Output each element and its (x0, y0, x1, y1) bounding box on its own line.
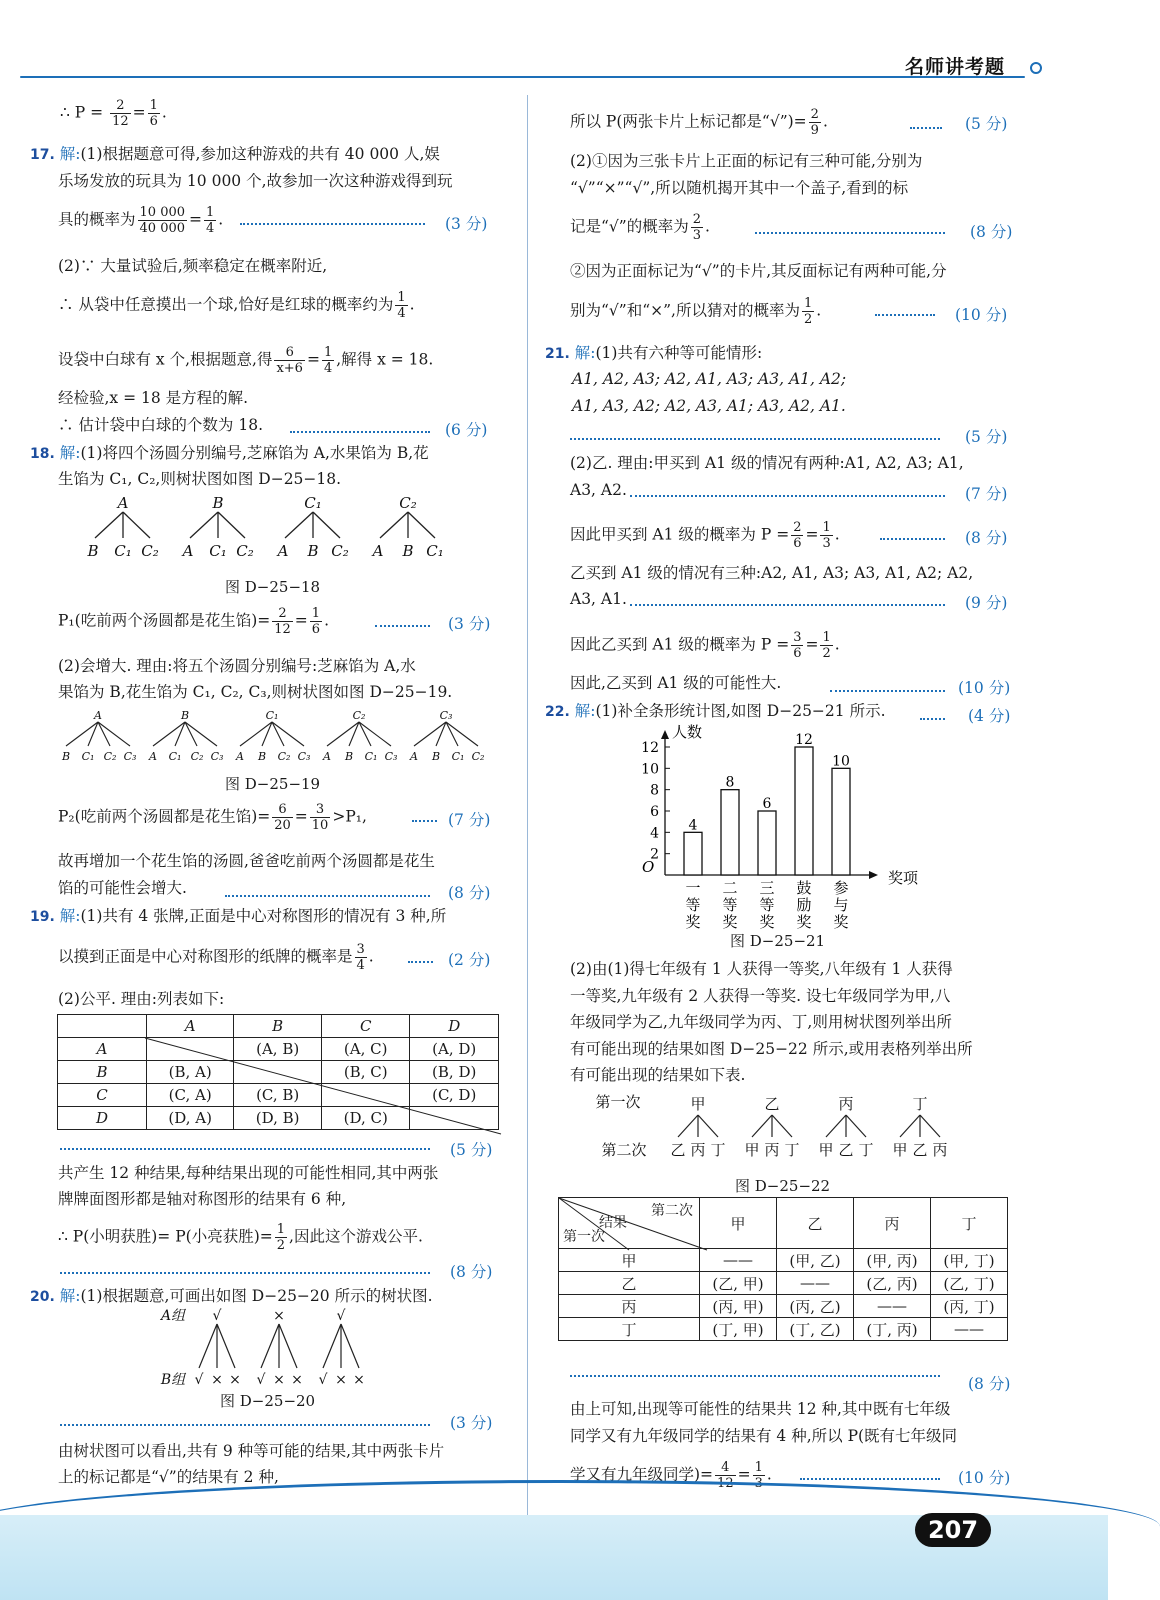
q18-line-h: 馅的可能性会增大. (58, 879, 187, 897)
q20-line-c: 上的标记都是“√”的结果有 2 种, (58, 1468, 279, 1486)
x-category-label: 三 (759, 879, 775, 897)
tree-leaf: C₂ (277, 750, 291, 763)
q17-line-e: ∴ 从袋中任意摸出一个球,恰好是红球的概率约为 $\frac{1}{4}$ . (58, 290, 415, 321)
x-category-label: 励 (796, 896, 812, 914)
tree-leaf: C₁ (81, 750, 95, 763)
tree-root: 丙 (838, 1095, 854, 1113)
figure-caption: 图 D−25−21 (730, 932, 826, 950)
q21-line-g: 乙买到 A1 级的情况有三种:A2, A1, A3; A3, A1, A2; A2, (570, 564, 974, 582)
tree-leaf: A (277, 542, 289, 560)
score-mark: (10 分) (958, 679, 1011, 697)
score-mark: (10 分) (958, 1469, 1011, 1487)
dot-leader (630, 495, 945, 497)
y-tick-label: 8 (650, 782, 659, 799)
tree-leaf: √ (318, 1372, 328, 1388)
tree-leaf: C₁ (209, 542, 227, 560)
figure-caption: 图 D−25−20 (220, 1392, 316, 1410)
score-mark: (8 分) (448, 884, 491, 902)
score-mark: (2 分) (448, 951, 491, 969)
q22-line-b: (2)由(1)得七年级有 1 人获得一等奖,八年级有 1 人获得 (570, 960, 953, 978)
q17-line-a: 17. 解:(1)根据题意可得,参加这种游戏的共有 40 000 人,娱 (30, 145, 440, 163)
score-mark: (7 分) (448, 811, 491, 829)
dot-leader (412, 820, 437, 822)
column-divider (527, 95, 528, 1515)
q18-line-d: (2)会增大. 理由:将五个汤圆分别编号:芝麻馅为 A,水 (58, 657, 416, 675)
q17-line-g: 经检验,x = 18 是方程的解. (58, 389, 249, 407)
bar-value-label: 10 (832, 753, 850, 770)
bar-chart-d25-21 (620, 725, 920, 935)
q18-line-b: 生馅为 C₁, C₂,则树状图如图 D−25−18. (58, 470, 342, 488)
line-p-result: ∴ P = $\frac{2}{12}$ = $\frac{1}{6}$ . (60, 98, 167, 129)
score-mark: (6 分) (445, 421, 488, 439)
tree-leaf: 丁 (784, 1141, 800, 1159)
score-mark: (5 分) (450, 1141, 493, 1159)
dot-leader (570, 438, 940, 440)
q18-line-e: 果馅为 B,花生馅为 C₁, C₂, C₃,则树状图如图 D−25−19. (58, 683, 453, 701)
tree-leaf: 乙 (912, 1141, 928, 1159)
q19-line-b: 以摸到正面是中心对称图形的纸牌的概率是 $\frac{3}{4}$ . (58, 942, 374, 973)
x-category-label: 奖 (759, 913, 775, 931)
tree-leaf: B (307, 542, 319, 560)
table-19: A B C D A (A, B) (A, C) (A, D) B (B, A) (B, C) (B, D) C (C, A) (C, B) (C, D) D (D, A) (D, B) (D, C) (57, 1014, 499, 1130)
q17-line-h: ∴ 估计袋中白球的个数为 18. (58, 416, 264, 434)
tree-leaf: A (410, 750, 418, 763)
q17-line-d: (2)∵ 大量试验后,频率稳定在概率附近, (58, 257, 328, 275)
bar-value-label: 12 (795, 732, 813, 748)
tree-leaf: B (257, 750, 267, 763)
tree-label: B组 (160, 1372, 186, 1388)
q20-line-a: 20. 解:(1)根据题意,可画出如图 D−25−20 所示的树状图. (30, 1287, 433, 1305)
x-axis-arrow-icon (869, 871, 878, 879)
q21-line-j: 因此,乙买到 A1 级的可能性大. (570, 674, 782, 692)
q22-line-a: 22. 解:(1)补全条形统计图,如图 D−25−21 所示. (545, 702, 886, 720)
tree-leaf: × (291, 1372, 303, 1388)
score-mark: (4 分) (968, 707, 1011, 725)
tree-leaf: C₂ (141, 542, 159, 560)
x-category-label: 与 (833, 896, 849, 914)
table-diagonal-line (145, 1038, 501, 1134)
figure-caption: 图 D−25−22 (735, 1177, 831, 1195)
dot-leader (630, 604, 945, 606)
tree-leaf: C₂ (331, 542, 349, 560)
q22-line-e: 有可能出现的结果如图 D−25−22 所示,或用表格列举出所 (570, 1040, 973, 1058)
tree-leaf: × (335, 1372, 347, 1388)
x-category-label: 奖 (685, 913, 701, 931)
tree-root: B (212, 494, 224, 512)
dot-leader (920, 718, 945, 720)
tree-root: 乙 (764, 1095, 780, 1113)
tree-label: 第一次 (595, 1093, 641, 1111)
tree-leaf: √ (256, 1372, 266, 1388)
q19-line-e: 牌牌面图形都是轴对称图形的结果有 6 种, (58, 1190, 347, 1208)
tree-root: A (117, 494, 129, 512)
y-tick-label: 6 (650, 804, 659, 820)
score-mark: (8 分) (450, 1263, 493, 1281)
tree-diagram-18 (80, 492, 460, 567)
y-axis-arrow-icon (661, 730, 669, 739)
tree-root: C₂ (399, 494, 417, 512)
figure-caption: 图 D−25−19 (225, 775, 321, 793)
score-mark: (8 分) (970, 223, 1013, 241)
q18-line-g: 故再增加一个花生馅的汤圆,爸爸吃前两个汤圆都是花生 (58, 852, 435, 870)
dot-leader (570, 1375, 940, 1377)
figure-caption: 图 D−25−18 (225, 578, 321, 596)
tree-diagram-20 (155, 1306, 385, 1388)
dot-leader (800, 1478, 940, 1480)
tree-leaf: C₃ (123, 750, 137, 763)
x-category-label: 等 (759, 896, 775, 914)
tree-leaf: × (273, 1372, 285, 1388)
tree-root: C₂ (352, 709, 366, 722)
tree-root: C₁ (265, 709, 279, 722)
tree-leaf: B (87, 542, 99, 560)
bar (758, 811, 776, 875)
tree-leaf: 甲 (744, 1141, 760, 1159)
q20-line-b: 由树状图可以看出,共有 9 种等可能的结果,其中两张卡片 (58, 1442, 445, 1460)
dot-leader (60, 1148, 430, 1150)
tree-leaf: C₁ (114, 542, 132, 560)
q19-line-c: (2)公平. 理由:列表如下: (58, 990, 225, 1008)
table-22: 第二次 结果 第一次 甲 乙 丙 丁 甲 —— (甲, 乙) (甲, 丙) (甲, 丁) 乙 (乙, 甲) —— (乙, 丙) (乙, 丁) 丙 (丙, 甲) (丙, 乙) —— (丙, 丁) 丁 (丁, 甲) (丁, 乙) (丁, 丙) —— (558, 1197, 1008, 1341)
tree-leaf: A (323, 750, 331, 763)
r-line-3: “√”“×”“√”,所以随机揭开其中一个盖子,看到的标 (570, 179, 909, 197)
q18-line-a: 18. 解:(1)将四个汤圆分别编号,芝麻馅为 A,水果馅为 B,花 (30, 444, 429, 462)
x-category-label: 等 (722, 896, 738, 914)
x-category-label: 参 (833, 879, 849, 897)
score-mark: (8 分) (968, 1375, 1011, 1393)
tree-leaf: √ (194, 1372, 204, 1388)
tree-diagram-22 (595, 1093, 960, 1171)
y-tick-label: 10 (641, 761, 659, 778)
tree-leaf: × (211, 1372, 223, 1388)
tree-leaf: × (229, 1372, 241, 1388)
y-tick-label: 4 (650, 825, 659, 842)
score-mark: (7 分) (965, 485, 1008, 503)
score-mark: (5 分) (965, 115, 1008, 133)
y-tick-label: 2 (650, 846, 659, 863)
q21-line-a: 21. 解:(1)共有六种等可能情形: (545, 344, 763, 362)
tree-root: C₁ (304, 494, 322, 512)
tree-leaf: 甲 (892, 1141, 908, 1159)
fraction: $\frac{2}{12}$ (112, 98, 129, 129)
tree-leaf: C₁ (451, 750, 465, 763)
dot-leader (875, 314, 935, 316)
q21-line-b: A1, A2, A3; A2, A1, A3; A3, A1, A2; (572, 370, 847, 388)
header-title: 名师讲考题 (905, 56, 1006, 78)
tree-leaf: 丙 (690, 1141, 706, 1159)
tree-leaf: C₃ (297, 750, 311, 763)
q22-line-c: 一等奖,九年级有 2 人获得一等奖. 设七年级同学为甲,八 (570, 987, 951, 1005)
page-number: 207 (915, 1513, 991, 1547)
x-category-label: 奖 (722, 913, 738, 931)
score-mark: (8 分) (965, 529, 1008, 547)
dot-leader (830, 690, 945, 692)
header-ring-icon (1030, 62, 1042, 74)
bar-value-label: 8 (725, 774, 735, 791)
tree-diagram-19 (58, 708, 498, 768)
q21-line-d: (2)乙. 理由:甲买到 A1 级的情况有两种:A1, A2, A3; A1, (570, 454, 964, 472)
q21-line-e: A3, A2. (570, 481, 627, 499)
x-category-label: 奖 (796, 913, 812, 931)
tree-leaf: B (61, 750, 71, 763)
tree-leaf: 丁 (710, 1141, 726, 1159)
tree-leaf: A (182, 542, 194, 560)
q21-line-i: 因此乙买到 A1 级的概率为 P = $\frac{3}{6}$ = $\frac{1}{2}$ . (570, 630, 840, 661)
tree-leaf: 丙 (764, 1141, 780, 1159)
tree-leaf: 丙 (932, 1141, 948, 1159)
score-mark: (9 分) (965, 594, 1008, 612)
tree-leaf: B (344, 750, 354, 763)
bar-value-label: 4 (688, 817, 698, 834)
q17-line-c: 具的概率为 $\frac{10 000}{40 000}$ = $\frac{1}{4}$ . (58, 205, 224, 236)
q22-line-g: 由上可知,出现等可能性的结果共 12 种,其中既有七年级 (570, 1400, 951, 1418)
bar (684, 832, 702, 875)
tree-leaf: C₂ (190, 750, 204, 763)
q21-line-c: A1, A3, A2; A2, A3, A1; A3, A2, A1. (572, 397, 846, 415)
dot-leader (290, 431, 430, 433)
fraction: $\frac{1}{6}$ (149, 98, 158, 129)
x-category-label: 二 (722, 879, 738, 897)
q21-line-f: 因此甲买到 A1 级的概率为 P = $\frac{2}{6}$ = $\frac{1}{3}$ . (570, 520, 840, 551)
dot-leader (375, 625, 430, 627)
tree-leaf: C₁ (168, 750, 182, 763)
score-mark: (10 分) (955, 306, 1008, 324)
q17-line-f: 设袋中白球有 x 个,根据题意,得 $\frac{6}{x+6}$ = $\frac{1}{4}$ ,解得 x = 18. (58, 345, 434, 376)
q17-line-b: 乐场发放的玩具为 10 000 个,故参加一次这种游戏得到玩 (58, 172, 453, 190)
tree-leaf: A (372, 542, 384, 560)
r-line-1: 所以 P(两张卡片上标记都是“√”)= $\frac{2}{9}$ . (570, 107, 828, 138)
y-tick-label: 12 (641, 740, 659, 756)
tree-leaf: 乙 (670, 1141, 686, 1159)
q22-line-h: 同学又有九年级同学的结果有 4 种,所以 P(既有七年级同 (570, 1427, 958, 1445)
score-mark: (3 分) (450, 1414, 493, 1432)
x-category-label: 奖 (833, 913, 849, 931)
tree-root: √ (336, 1308, 346, 1324)
tree-leaf: B (431, 750, 441, 763)
bar (721, 790, 739, 875)
r-line-6: 别为“√”和“×”,所以猜对的概率为 $\frac{1}{2}$ . (570, 296, 822, 327)
tree-leaf: C₃ (384, 750, 398, 763)
tree-root: C₃ (439, 709, 453, 722)
x-category-label: 等 (685, 896, 701, 914)
score-mark: (3 分) (445, 215, 488, 233)
tree-leaf: 乙 (838, 1141, 854, 1159)
dot-leader (60, 1272, 430, 1274)
dot-leader (910, 127, 942, 129)
tree-leaf: 甲 (818, 1141, 834, 1159)
tree-label: 第二次 (601, 1141, 647, 1159)
q18-line-c: P₁(吃前两个汤圆都是花生馅)= $\frac{2}{12}$ = $\frac{1}{6}$ . (58, 606, 329, 637)
tree-root: × (273, 1308, 285, 1324)
r-line-2: (2)①因为三张卡片上正面的标记有三种可能,分别为 (570, 152, 923, 170)
tree-leaf: C₁ (426, 542, 444, 560)
q19-line-d: 共产生 12 种结果,每种结果出现的可能性相同,其中两张 (58, 1164, 439, 1182)
tree-leaf: C₂ (103, 750, 117, 763)
tree-leaf: C₂ (236, 542, 254, 560)
q18-line-f: P₂(吃前两个汤圆都是花生馅)= $\frac{6}{20}$ = $\frac{3}{10}$ >P₁, (58, 802, 367, 833)
dot-leader (755, 232, 945, 234)
bar (832, 768, 850, 875)
bar-value-label: 6 (762, 796, 772, 812)
tree-leaf: C₂ (471, 750, 485, 763)
dot-leader (408, 961, 433, 963)
q22-line-d: 年级同学为乙,九年级同学为丙、丁,则用树状图列举出所 (570, 1013, 952, 1031)
q19-line-a: 19. 解:(1)共有 4 张牌,正面是中心对称图形的情况有 3 种,所 (30, 907, 447, 925)
tree-leaf: × (353, 1372, 365, 1388)
tree-leaf: A (236, 750, 244, 763)
dot-leader (240, 223, 425, 225)
score-mark: (3 分) (448, 615, 491, 633)
tree-root: B (180, 709, 190, 722)
q19-line-f: ∴ P(小明获胜)= P(小亮获胜)= $\frac{1}{2}$ ,因此这个游戏公平. (58, 1222, 423, 1253)
tree-root: A (94, 709, 102, 722)
header-rule (20, 76, 1025, 78)
tree-root: 甲 (690, 1095, 706, 1113)
tree-leaf: B (402, 542, 414, 560)
r-line-4: 记是“√”的概率为 $\frac{2}{3}$ . (570, 212, 710, 243)
bar (795, 747, 813, 875)
dot-leader (225, 895, 430, 897)
dot-leader (880, 538, 945, 540)
q21-line-h: A3, A1. (570, 590, 627, 608)
x-category-label: 鼓 (796, 879, 812, 897)
x-category-label: 一 (685, 879, 701, 897)
origin-label: O (642, 858, 655, 876)
tree-root: √ (212, 1308, 222, 1324)
table-corner-cell: 第二次 结果 第一次 (559, 1198, 700, 1249)
tree-leaf: A (149, 750, 157, 763)
tree-leaf: C₃ (210, 750, 224, 763)
dot-leader (60, 1424, 430, 1426)
y-axis-label: 人数 (672, 723, 703, 741)
score-mark: (5 分) (965, 428, 1008, 446)
r-line-5: ②因为正面标记为“√”的卡片,其反面标记有两种可能,分 (570, 262, 947, 280)
q22-line-f: 有可能出现的结果如下表. (570, 1066, 746, 1084)
tree-leaf: C₁ (364, 750, 378, 763)
q22-line-i: 学又有九年级同学)= $\frac{4}{12}$ = $\frac{1}{3}$ . (570, 1460, 772, 1491)
tree-label: A组 (160, 1308, 186, 1324)
x-axis-label: 奖项 (888, 869, 919, 887)
tree-leaf: 丁 (858, 1141, 874, 1159)
tree-root: 丁 (912, 1095, 928, 1113)
